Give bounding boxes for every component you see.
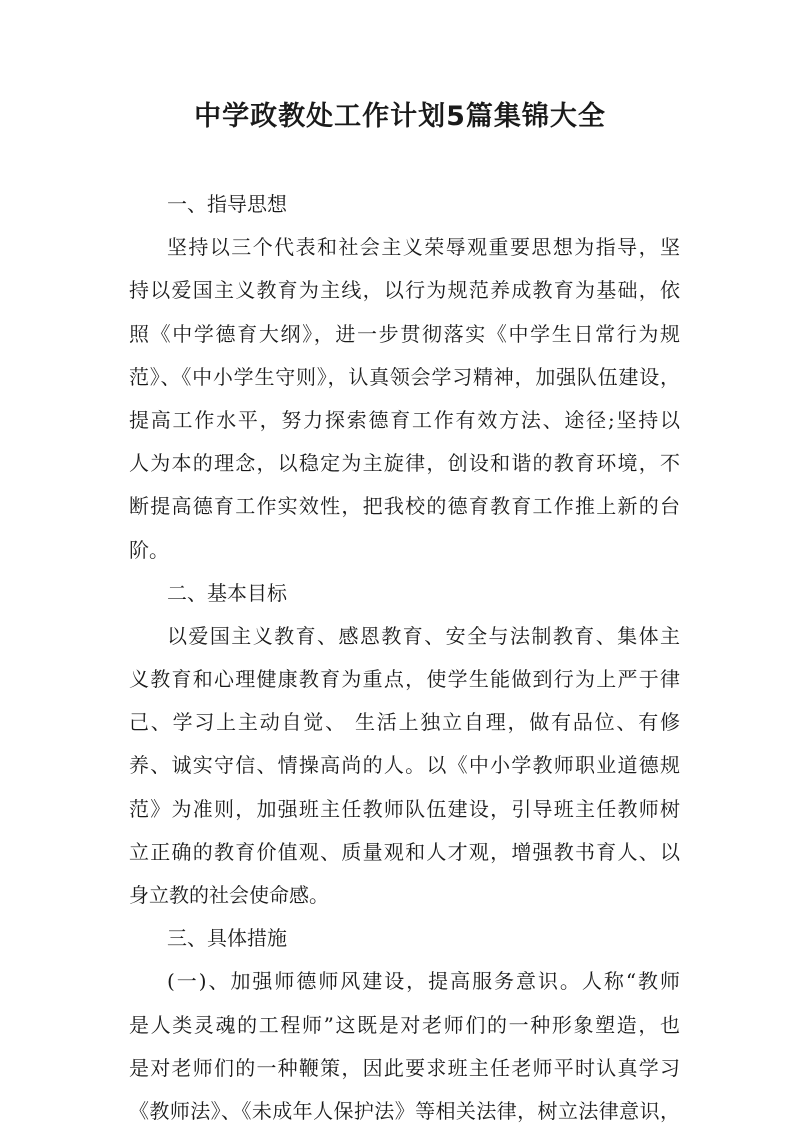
paragraph-line: 范》为准则，加强班主任教师队伍建设，引导班主任教师树 [129,796,680,821]
paragraph-line: (一)、加强师德师风建设，提高服务意识。人称“教师 [167,969,680,994]
paragraph-line: 《教师法》、《未成年人保护法》等相关法律，树立法律意识， [129,1098,680,1123]
paragraph-line: 养、诚实守信、情操高尚的人。以《中小学教师职业道德规 [129,753,680,778]
paragraph-line: 是人类灵魂的工程师”这既是对老师们的一种形象塑造，也 [129,1012,680,1037]
paragraph-line: 提高工作水平，努力探索德育工作有效方法、途径;坚持以 [129,407,680,432]
paragraph-line: 身立教的社会使命感。 [129,883,329,907]
section-heading: 三、具体措施 [167,926,287,951]
paragraph-line: 立正确的教育价值观、质量观和人才观，增强教书育人、以 [129,839,680,864]
document-title: 中学政教处工作计划5篇集锦大全 [194,101,606,132]
document-body [129,183,680,1133]
section-heading: 二、基本目标 [167,580,287,605]
paragraph-line: 断提高德育工作实效性，把我校的德育教育工作推上新的台 [129,494,680,519]
paragraph-line: 坚持以三个代表和社会主义荣辱观重要思想为指导，坚 [167,235,680,260]
paragraph-line: 阶。 [129,537,169,562]
paragraph-line: 以爱国主义教育、感恩教育、安全与法制教育、集体主 [167,623,680,648]
section-heading: 一、指导思想 [167,192,287,216]
paragraph-line: 是对老师们的一种鞭策，因此要求班主任老师平时认真学习 [129,1055,680,1080]
paragraph-line: 范》、《中小学生守则》，认真领会学习精神，加强队伍建设， [129,364,680,389]
paragraph-line: 义教育和心理健康教育为重点，使学生能做到行为上严于律 [129,667,680,692]
paragraph-line: 人为本的理念，以稳定为主旋律，创设和谐的教育环境，不 [129,451,680,476]
paragraph-line: 持以爱国主义教育为主线，以行为规范养成教育为基础，依 [129,278,680,303]
paragraph-line: 己、学习上主动自觉、 生活上独立自理，做有品位、有修 [129,710,680,735]
paragraph-line: 照《中学德育大纲》，进一步贯彻落实《中学生日常行为规 [129,321,680,346]
